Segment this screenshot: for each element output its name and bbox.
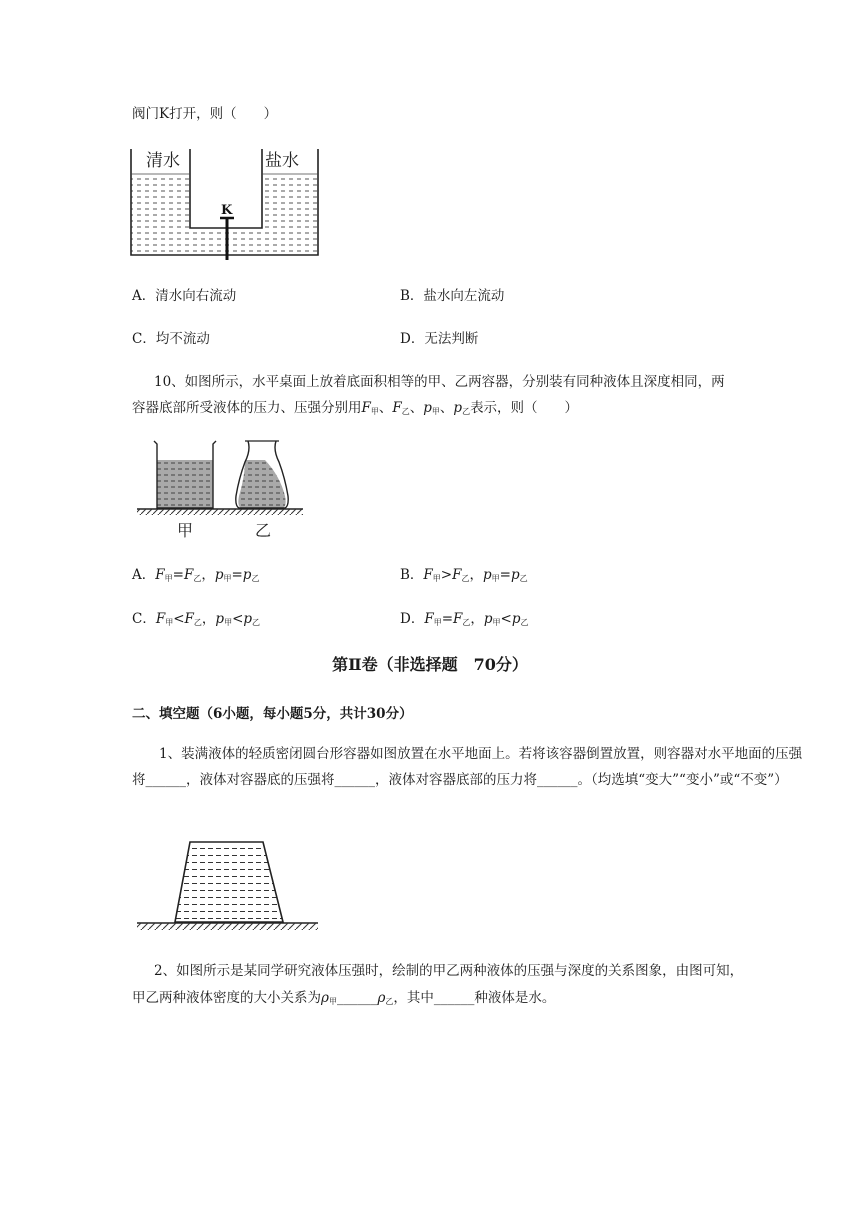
q9-fig-label-valve: K [221,203,233,218]
f1-text: 1、装满液体的轻质密闭圆台形容器如图放置在水平地面上。若将该容器倒置放置，则容器对水平地面的压强将______，液体对容器底的压强将______，液体对容器底部的压力将______。（均选填“变大”“变小”或“不变”） [132,746,803,788]
section-heading: 二、填空题（6小题，每小题5分，共计30分） [132,706,413,722]
q10-option-d: D．$F_甲=F_乙$，$p_甲<p_乙$ [400,611,529,627]
q9-option-c: C．均不流动 [132,331,210,347]
q9-fig-label-right: 盐水 [265,151,299,171]
q9-option-d: D．无法判断 [400,331,479,347]
q10-option-a: A．$F_甲=F_乙$，$p_甲=p_乙$ [132,567,260,583]
q9-option-b: B．盐水向左流动 [400,288,505,304]
q9-fig-label-left: 清水 [146,151,180,171]
q9-option-a: A．清水向右流动 [132,288,237,304]
f2-line1: 2、如图所示是某同学研究液体压强时，绘制的甲乙两种液体的压强与深度的关系图象，由图可知， [154,963,744,979]
q10-option-c: C．$F_甲<F_乙$，$p_甲<p_乙$ [132,611,261,627]
q10-stem-line2: 容器底部所受液体的压力、压强分别用$F_甲$、$F_乙$、$p_甲$、$p_乙$表示，则（ ） [132,400,579,416]
q10-fig-label-yi: 乙 [255,521,272,540]
q10-fig-label-jia: 甲 [177,521,194,540]
f2-line2: 甲乙两种液体密度的大小关系为$\rho_甲\_\_\_\_\_\_\rho_乙$，其中______种液体是水。 [132,990,556,1006]
q9-stem: 阀门K打开，则（ ） [132,106,278,122]
q10-stem-line1: 10、如图所示，水平桌面上放着底面积相等的甲、乙两容器，分别装有同种液体且深度相同，两 [154,374,725,390]
q10-containers-figure [135,436,315,546]
f1-frustum-figure [135,838,325,938]
q10-option-b: B．$F_甲>F_乙$，$p_甲=p_乙$ [400,567,528,583]
q9-connected-vessel-figure [128,146,328,266]
section-title: 第Ⅱ卷（非选择题 70分） [332,655,528,674]
